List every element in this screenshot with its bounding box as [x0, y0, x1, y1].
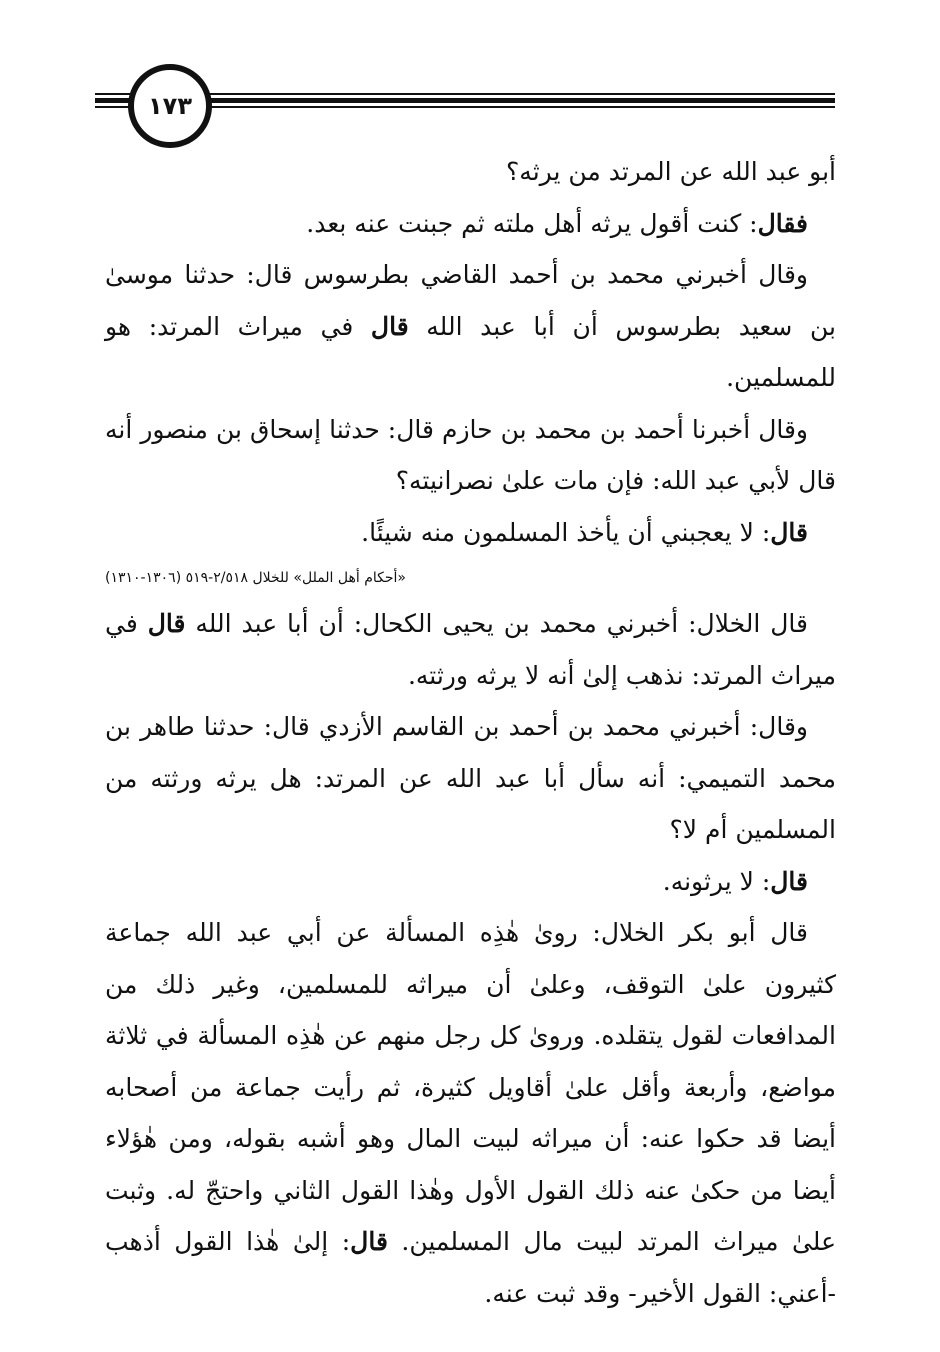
source-citation: «أحكام أهل الملل» للخلال ٢/٥١٨-٥١٩ (١٣٠٦-١٣١٠)	[105, 570, 406, 586]
paragraph-text: وقال: أخبرني محمد بن أحمد بن القاسم الأزدي قال: حدثنا طاهر بن محمد التميمي: أنه سأل أبا عبد الله عن المرتد: هل يرثه ورثته من المسلمين أم لا؟	[105, 712, 836, 844]
speaker-label: قال	[147, 609, 186, 638]
paragraph	[105, 907, 836, 1319]
paragraph	[105, 598, 836, 701]
paragraph-text: أبو عبد الله عن المرتد من يرثه؟	[506, 157, 836, 186]
paragraph-text: : إلىٰ هٰذا القول أذهب -أعني: القول الأخير- وقد ثبت عنه.	[105, 1227, 836, 1308]
paragraph-text: وقال أخبرنا أحمد بن محمد بن حازم قال: حدثنا إسحاق بن منصور أنه قال لأبي عبد الله: فإن مات علىٰ نصرانيته؟	[105, 414, 836, 495]
paragraph-text: قال أبو بكر الخلال: روىٰ هٰذِه المسألة عن أبي عبد الله جماعة كثيرون علىٰ التوقف، وعلىٰ أن ميراثه للمسلمين، وغير ذلك من المدافعات لقول يتقلده. وروىٰ كل رجل منهم عن هٰذِه المسألة في ثلاثة مواضع، وأربعة وأقل علىٰ أقاويل كثيرة، ثم رأيت جماعة من أصحابه أيضا قد حكوا عنه: أن ميراثه لبيت المال وهو أشبه بقوله، ومن هٰؤلاء أيضا من حكىٰ عنه ذلك القول الأول وهٰذا القول الثاني واحتجّ له. وثبت علىٰ ميراث المرتد لبيت مال المسلمين.	[105, 918, 836, 1256]
paragraph	[105, 856, 836, 908]
page-number: ١٧٣	[148, 92, 192, 120]
speaker-label: قال	[770, 866, 808, 896]
paragraph	[105, 249, 836, 404]
paragraph-text: في ميراث المرتد: هو للمسلمين.	[105, 311, 836, 392]
paragraph-text: : لا يرثونه.	[662, 866, 771, 896]
speaker-label: فقال	[757, 208, 808, 238]
paragraph	[105, 146, 836, 198]
paragraph-text: : كنت أقول يرثه أهل ملته ثم جبنت عنه بعد.	[306, 208, 758, 238]
speaker-label: قال	[370, 311, 409, 341]
paragraph-text: قال الخلال: أخبرني محمد بن يحيى الكحال: أن أبا عبد الله	[185, 609, 808, 638]
speaker-label: قال	[350, 1227, 388, 1256]
paragraph	[105, 507, 836, 559]
paragraph-text: وقال أخبرني محمد بن أحمد القاضي بطرسوس قال: حدثنا موسىٰ بن سعيد بطرسوس أن أبا عبد الله	[105, 260, 836, 341]
paragraph	[105, 198, 836, 250]
paragraph-text: : لا يعجبني أن يأخذ المسلمون منه شيئًا.	[361, 517, 771, 547]
paragraph-text: في ميراث المرتد: نذهب إلىٰ أنه لا يرثه ورثته.	[105, 609, 836, 690]
speaker-label: قال	[770, 517, 808, 547]
paragraph	[105, 404, 836, 507]
page-body	[105, 146, 836, 1319]
paragraph	[105, 701, 836, 856]
page-number-badge	[128, 64, 212, 148]
